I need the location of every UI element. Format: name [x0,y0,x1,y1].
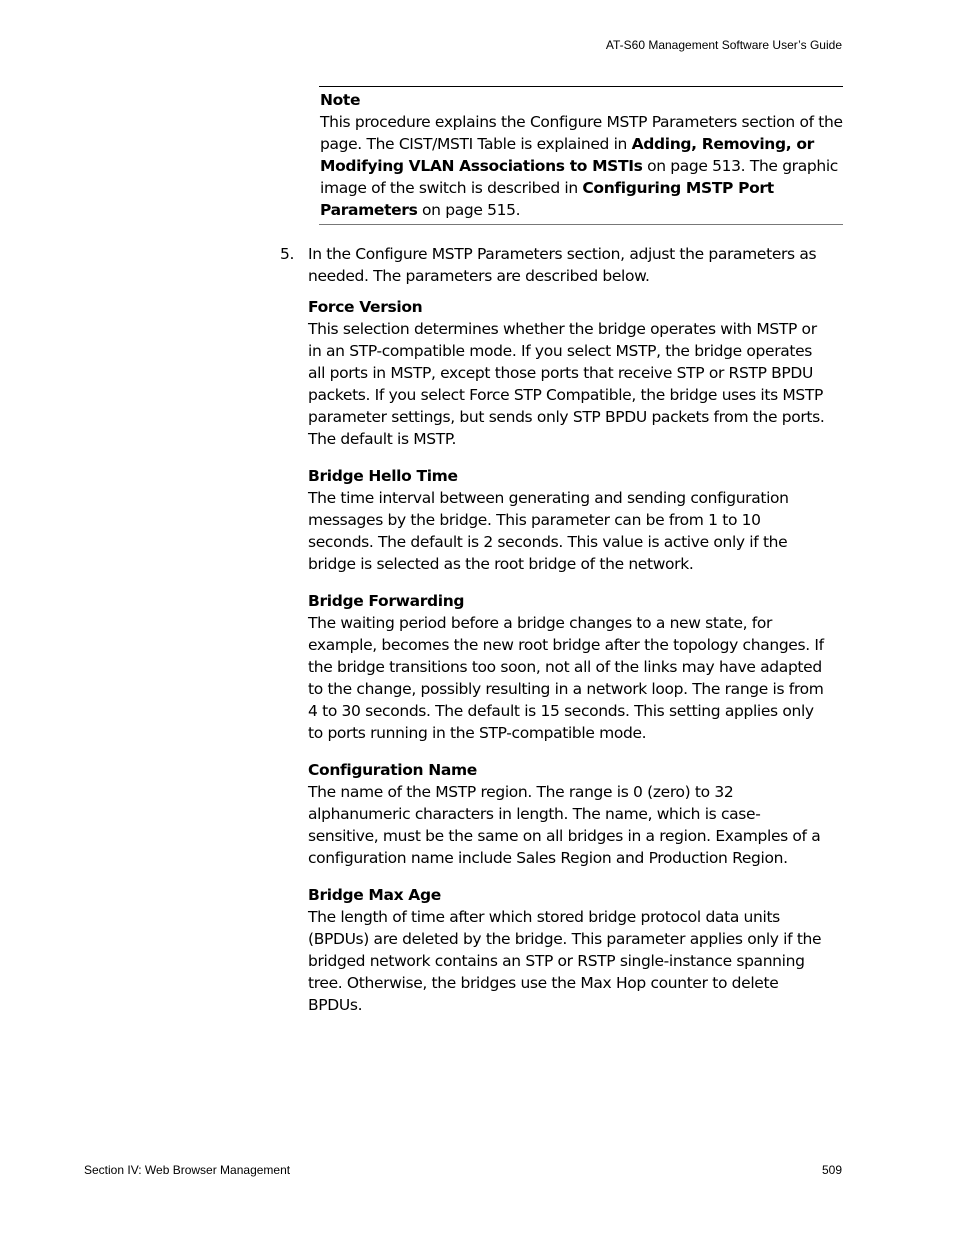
note-text-3: on page 515. [417,201,521,219]
note-link-port-parameters: Configuring MSTP Port Parameters [320,179,774,219]
parameter-title: Force Version [308,298,423,316]
parameter-description: The name of the MSTP region. The range is 0 (zero) to 32 alphanumeric characters in length. The name, which is case-sensitive, must be the same on all bridges in a region. Examples of a configuration name include Sales Region and Production Region. [308,783,821,867]
parameter-force-version [308,296,828,450]
footer-section: Section IV: Web Browser Management [84,1163,291,1177]
step-number: 5. [280,245,295,263]
parameter-title: Bridge Hello Time [308,467,458,485]
parameter-title: Configuration Name [308,761,477,779]
parameter-list [308,296,828,1031]
page-number: 509 [821,1163,842,1177]
note-link-mstis: Adding, Removing, or Modifying VLAN Associations to MSTIs [320,135,814,175]
parameter-bridge-forwarding [308,590,828,744]
parameter-description: This selection determines whether the bridge operates with MSTP or in an STP-compatible mode. If you select MSTP, the bridge operates all ports in MSTP, except those ports that receive STP or RSTP BPDU packets. If you select Force STP Compatible, the bridge uses its MSTP parameter settings, but sends only STP BPDU packets from the ports. The default is MSTP. [308,320,825,448]
note-text-1: This procedure explains the Configure MSTP Parameters section of the page. The CIST/MSTI Table is explained in [320,113,843,153]
note-body [320,111,843,221]
parameter-configuration-name [308,759,828,869]
note-box [319,86,843,225]
parameter-bridge-hello-time [308,465,828,575]
note-text-2: on page 513. The graphic image of the switch is described in [320,157,838,197]
parameter-description: The waiting period before a bridge changes to a new state, for example, becomes the new root bridge after the topology changes. If the bridge transitions too soon, not all of the links may have adapted to the change, possibly resulting in a network loop. The range is from 4 to 30 seconds. The default is 15 seconds. This setting applies only to ports running in the STP-compatible mode. [308,614,824,742]
parameter-title: Bridge Max Age [308,886,441,904]
parameter-bridge-max-age [308,884,828,1016]
step-text: In the Configure MSTP Parameters section, adjust the parameters as needed. The parameters are described below. [308,245,817,285]
procedure-step [280,243,840,287]
note-title: Note [320,91,361,109]
parameter-title: Bridge Forwarding [308,592,465,610]
running-header: AT-S60 Management Software User’s Guide [605,38,842,52]
parameter-description: The time interval between generating and sending configuration messages by the bridge. This parameter can be from 1 to 10 seconds. The default is 2 seconds. This value is active only if the bridge is selected as the root bridge of the network. [308,489,789,573]
parameter-description: The length of time after which stored bridge protocol data units (BPDUs) are deleted by the bridge. This parameter applies only if the bridged network contains an STP or RSTP single-instance spanning tree. Otherwise, the bridges use the Max Hop counter to delete BPDUs. [308,908,822,1014]
